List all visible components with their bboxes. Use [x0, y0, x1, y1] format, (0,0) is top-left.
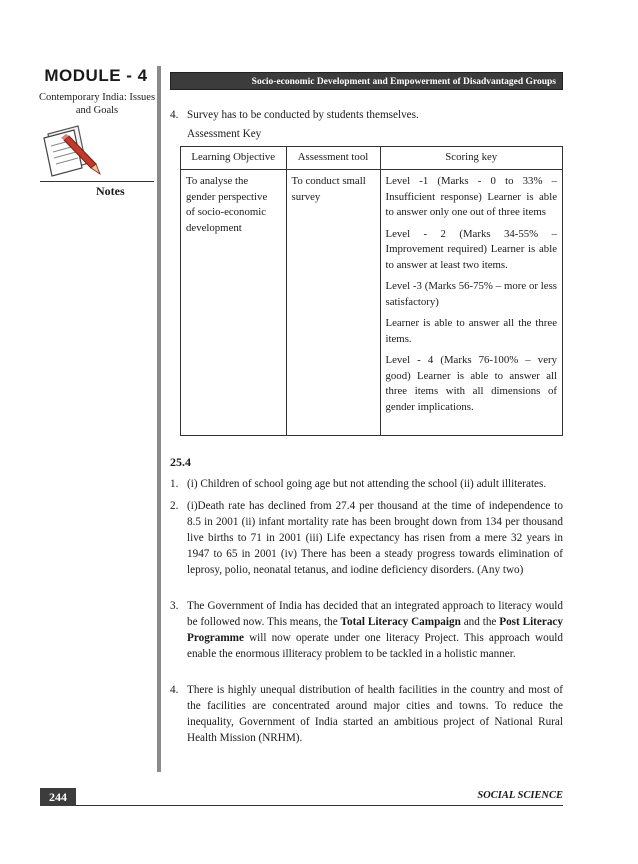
answer-item-number: 2. — [170, 500, 179, 512]
survey-item-text: Survey has to be conducted by students themselves. — [187, 109, 419, 121]
post-literacy-programme: Post Literacy Programme — [187, 616, 563, 644]
notes-divider — [40, 181, 154, 182]
page-number: 244 — [40, 788, 76, 806]
answer-text-part: and the — [460, 616, 500, 628]
answer-text-part: will now operate under one literacy Project. This approach would enable the enormous illiteracy problem to be tackled in a holistic manner. — [187, 632, 563, 660]
scoring-key-cell — [380, 170, 562, 436]
header-learning-objective: Learning Objective — [181, 147, 286, 170]
running-header: Socio-economic Development and Empowerment of Disadvantaged Groups — [170, 72, 563, 90]
notes-label: Notes — [96, 184, 125, 198]
tool-line: To conduct small — [291, 175, 366, 187]
tool-line: survey — [291, 190, 321, 203]
scoring-level-4: Level - 4 (Marks 76-100% – very good) Learner is able to answer all three items with all dimensions of gender implications. — [385, 354, 557, 413]
survey-item — [170, 107, 563, 123]
answer-item-text — [187, 598, 563, 662]
scoring-level-1: Level -1 (Marks - 0 to 33% – Insufficient response) Learner is able to answer only one out of three items — [385, 175, 557, 218]
answer-item-number: 4. — [170, 684, 179, 696]
scoring-level-3: Level -3 (Marks 56-75% – more or less satisfactory) — [385, 280, 557, 308]
objective-line: of socio-economic — [186, 206, 267, 218]
footer-subject: SOCIAL SCIENCE — [477, 790, 563, 801]
answer-item-text: (i)Death rate has declined from 27.4 per thousand at the time of independence to 8.5 in 2001 (ii) infant mortality rate has been brought down from 134 per thousand live births to 71 in 2001 (iii) Life expectancy has risen from a mere 32 years in 1947 to 65 in 2001 (iv) There has been a steady progress towards elimination of leprosy, polio, neonatal tetanus, and iodine deficiency disorders. (Any two) — [187, 500, 563, 576]
scoring-level-3-detail: Learner is able to answer all the three items. — [385, 317, 557, 345]
answer-item-2 — [170, 498, 563, 578]
module-subtitle — [38, 91, 156, 117]
learning-objective-cell — [181, 170, 286, 436]
assessment-key-table — [180, 146, 563, 436]
module-subtitle-line2: and Goals — [75, 105, 119, 116]
section-heading: 25.4 — [170, 455, 191, 469]
total-literacy-campaign: Total Literacy Campaign — [340, 616, 461, 628]
vertical-rule — [157, 66, 161, 772]
answer-item-4 — [170, 682, 563, 746]
module-title: MODULE - 4 — [44, 66, 148, 85]
answer-item-3 — [170, 598, 563, 662]
header-scoring-key: Scoring key — [380, 147, 562, 170]
objective-line: gender perspective — [186, 190, 268, 203]
survey-item-number: 4. — [170, 109, 179, 121]
assessment-tool-cell — [286, 170, 380, 436]
notes-pencil-icon — [42, 120, 104, 180]
footer-rule — [76, 805, 563, 806]
objective-line: To analyse the — [186, 175, 249, 187]
answer-text-part: The Government of India has decided that an integrated approach to literacy would be followed now. This means, the — [187, 600, 563, 628]
answer-item-1 — [170, 476, 563, 492]
scoring-level-2: Level - 2 (Marks 34-55% – Improvement required) Learner is able to answer at least two items. — [385, 227, 557, 271]
answer-item-number: 3. — [170, 600, 179, 612]
header-assessment-tool: Assessment tool — [286, 147, 380, 170]
module-subtitle-line1: Contemporary India: Issues — [38, 92, 156, 103]
answer-item-text: There is highly unequal distribution of health facilities in the country and most of the facilities are concentrated around major cities and towns. To reduce the inequality, Government of India started an ambitious project of National Rural Health Mission (NRHM). — [187, 684, 563, 744]
answer-item-text: (i) Children of school going age but not attending the school (ii) adult illiterates. — [187, 478, 547, 490]
assessment-key-label: Assessment Key — [187, 128, 262, 140]
objective-line: development — [186, 221, 242, 234]
answer-item-number: 1. — [170, 478, 179, 490]
